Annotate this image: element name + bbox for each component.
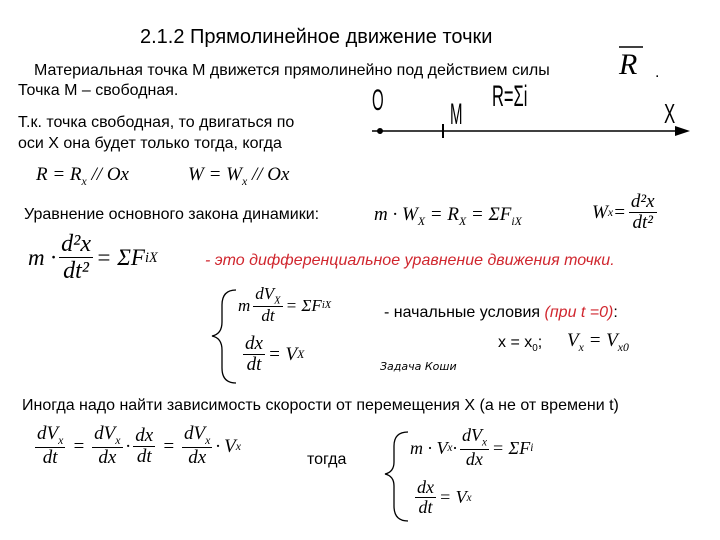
axis-x-label: X [664,98,676,129]
diff-equation: m · $\frac{\text{d²x}}{\text{dt²}}$ = ΣF iX [28,231,158,285]
point-m-label: M [450,98,463,131]
condition-line1: Т.к. точка свободная, то двигаться по [18,114,295,131]
acceleration-definition: W x = $\frac{\text{d²x}}{\text{dt²}}$ [592,191,655,233]
cauchy-problem-label: Задача Коши [380,360,457,373]
intro-period: . [655,64,660,81]
system2-brace [385,432,408,521]
main-law-label: Уравнение основного закона динамики: [24,206,320,223]
intro-line1: Материальная точка М движется прямолинейно под действием силы [34,62,550,79]
velocity-displacement-note: Иногда надо найти зависимость скорости от перемещения X (а не от времени t) [22,397,619,414]
page-title: 2.1.2 Прямолинейное движение точки [140,26,493,48]
force-symbol: R [619,48,638,81]
initial-v: $V_x = V_{x0}$ [567,330,629,354]
x-axis-arrowhead [675,126,690,136]
diff-equation-note: - это дифференциальное уравнение движения точки. [205,252,615,269]
condition-line2: оси Х она будет только тогда, когда [18,135,282,152]
intro-line2: Точка М – свободная. [18,82,179,99]
chain-rule: $\frac{dV_x}{dt}$ = $\frac{dV_x}{dx}$ · $\frac{dx}{dt}$ = $\frac{dV_x}{dx}$ · V x [37,423,241,469]
condition-formula-w: $W = W_x // Ox$ [188,164,290,188]
origin-label: O [372,84,384,117]
force-sketch-label: R=Σi [492,80,528,113]
origin-dot [377,128,383,134]
initial-x: $x = x_0$; [498,334,543,355]
system2-line2: $\frac{dx}{dt}$ = V x [417,477,472,517]
condition-formula-r: $R = R_x // Ox$ [36,164,129,188]
system1-brace [212,290,236,383]
initial-conditions: - начальные условия (при t =0): [384,304,618,321]
system1-line2: $\frac{dx}{dt}$ = V X [245,333,305,375]
system2-line1: m · V x · $\frac{dV_x}{dx}$ = ΣF i [410,425,534,470]
then-word: тогда [307,451,347,468]
system1-line1: m $\frac{dV_X}{dt}$ = ΣF iX [238,284,332,326]
main-law-equation: $m \cdot W_X = R_X = \Sigma F_{iX}$ [374,204,522,228]
